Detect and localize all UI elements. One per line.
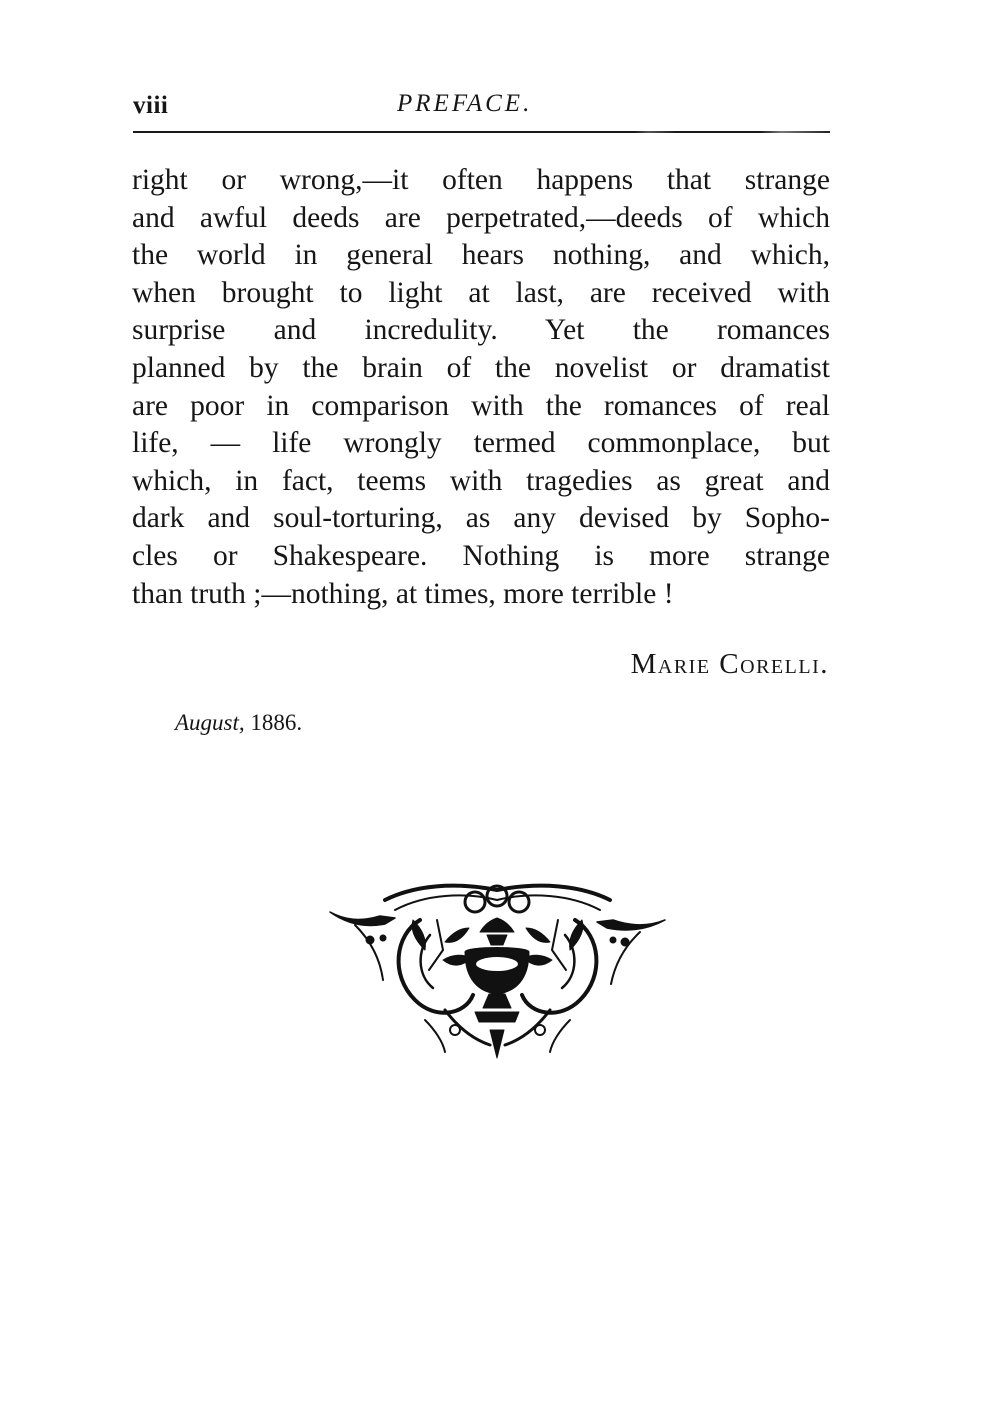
body-line: are poor in comparison with the romances of real bbox=[132, 389, 830, 422]
body-line: planned by the brain of the novelist or dramatist bbox=[132, 351, 830, 384]
body-line: dark and soul-torturing, as any devised by Sopho- bbox=[132, 502, 830, 535]
body-line: surprise and incredulity. Yet the romances bbox=[132, 314, 830, 347]
running-head: PREFACE. bbox=[397, 90, 533, 117]
page-header bbox=[133, 88, 830, 128]
preface-date bbox=[175, 710, 302, 736]
body-line: the world in general hears nothing, and which, bbox=[132, 239, 830, 272]
body-line: than truth ;—nothing, at times, more terrible ! bbox=[132, 577, 674, 610]
body-line: cles or Shakespeare. Nothing is more strange bbox=[132, 539, 830, 572]
body-line: which, in fact, teems with tragedies as great and bbox=[132, 464, 830, 497]
body-line: right or wrong,—it often happens that strange bbox=[132, 164, 830, 196]
date-year: 1886. bbox=[250, 710, 303, 735]
header-rule bbox=[133, 131, 830, 133]
body-line: life, — life wrongly termed commonplace, but bbox=[132, 427, 830, 460]
body-line: and awful deeds are perpetrated,—deeds of which bbox=[132, 201, 830, 234]
date-month: August, bbox=[175, 710, 245, 735]
author-signature: Marie Corelli. bbox=[630, 648, 829, 680]
preface-body bbox=[132, 162, 830, 613]
page-number: viii bbox=[133, 92, 169, 119]
body-line: when brought to light at last, are received with bbox=[132, 276, 830, 309]
urn-floral-ornament-icon bbox=[325, 880, 670, 1060]
